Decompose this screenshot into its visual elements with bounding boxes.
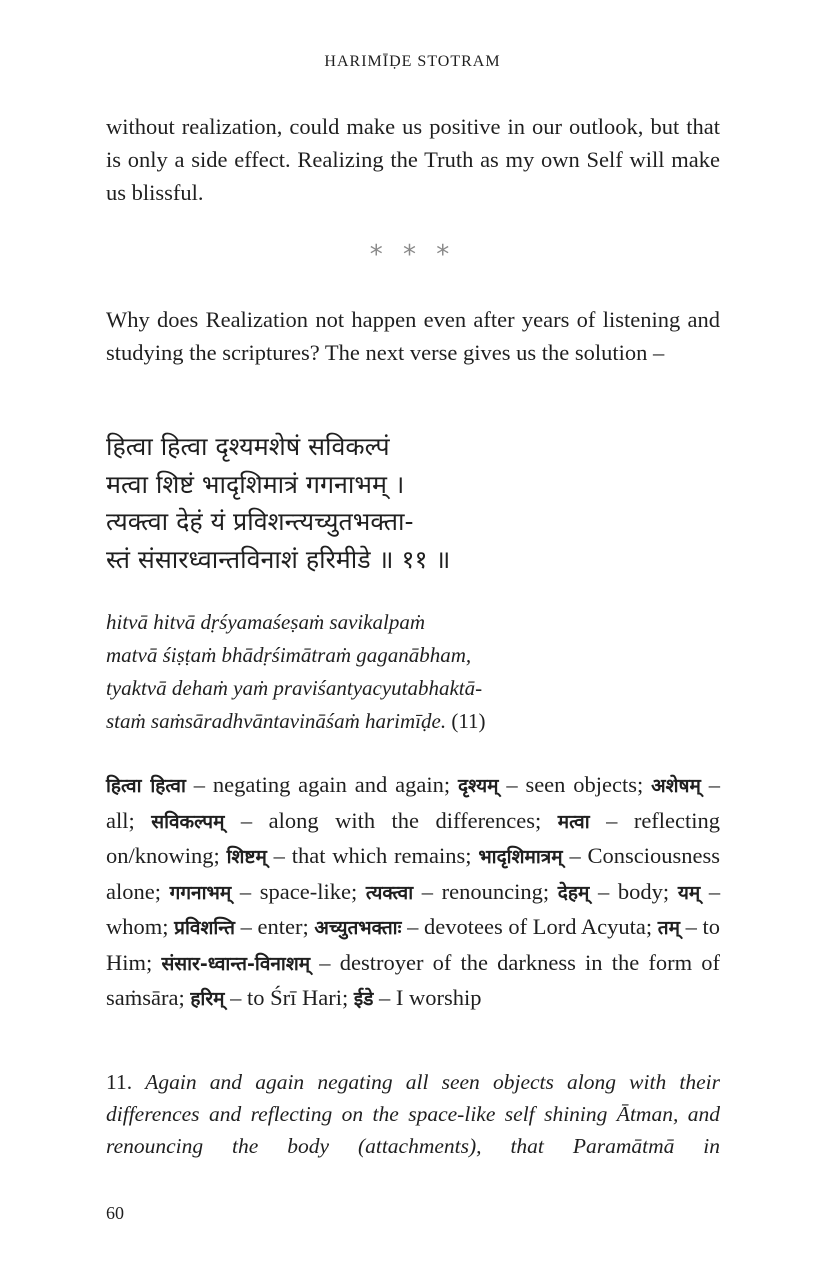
- gloss-term: देहम्: [557, 881, 590, 904]
- gloss-term: ईडे: [353, 988, 374, 1010]
- transliteration-line-text: staṁ saṁsāradhvāntavināśaṁ harimīḍe.: [106, 709, 447, 733]
- gloss-meaning: along with the differences;: [268, 807, 542, 833]
- gloss-meaning: whom;: [106, 914, 169, 939]
- transliteration-line: matvā śiṣṭaṁ bhādṛśimātraṁ gaganābham,: [106, 643, 472, 667]
- gloss-meaning: enter;: [257, 914, 309, 939]
- gloss-term: अच्युतभक्ताः: [314, 917, 402, 939]
- gloss-meaning: space-like;: [259, 878, 358, 904]
- gloss-meaning: I worship: [395, 985, 482, 1010]
- gloss-term: यम्: [677, 881, 701, 904]
- gloss-term: तम्: [657, 917, 680, 939]
- translation-text: Again and again negating all seen objects along with their differences and reflecting on the space-like self shining Ātman, and renouncing the body (attachments), that Paramātmā in: [106, 1070, 720, 1158]
- gloss-meaning: renouncing;: [441, 878, 550, 904]
- page-number: 60: [106, 1203, 124, 1223]
- gloss-meaning: Consciousness alone;: [106, 843, 721, 904]
- word-meaning-glossary: हित्वा हित्वा – negating again and again; दृश्यम् – seen objects; अशेषम् – all; सविकल्पम् – along with the differences; मत्वा – reflecting on/knowing; शिष्टम् – that which remains; भादृशिमात्रम् – Consciousness alone; गगनाभम् – space-like; त्यक्त्वा – renouncing; देहम् – body; यम् – whom; प्रविशन्ति – enter; अच्युतभक्ताः – devotees of Lord Acyuta; तम् – to Him; संसार-ध्वान्त-विनाशम् – destroyer of the darkness in the form of saṁsāra; हरिम् – to Śrī Hari; ईडे – I worship: [106, 772, 721, 1010]
- gloss-term: अशेषम्: [651, 775, 701, 797]
- gloss-term: मत्वा: [557, 810, 590, 833]
- transliteration-line: tyaktvā dehaṁ yaṁ praviśantyacyutabhaktā-: [106, 676, 483, 700]
- section-separator: * * *: [369, 240, 456, 270]
- gloss-term: प्रविशन्ति: [174, 917, 235, 939]
- gloss-term: गगनाभम्: [169, 881, 232, 904]
- gloss-meaning: devotees of Lord Acyuta;: [424, 914, 653, 939]
- transliteration-line: hitvā hitvā dṛśyamaśeṣaṁ savikalpaṁ: [106, 610, 426, 634]
- gloss-meaning: all;: [106, 807, 135, 833]
- verse-translation: [106, 1066, 720, 1162]
- gloss-meaning: to Him;: [106, 914, 721, 975]
- gloss-term: भादृशिमात्रम्: [478, 846, 563, 868]
- gloss-term: दृश्यम्: [457, 775, 499, 797]
- translation-number: 11.: [106, 1070, 133, 1094]
- body-paragraph-2: Why does Realization not happen even after years of listening and studying the scriptures? The next verse gives us the solution –: [106, 307, 720, 365]
- gloss-term: हरिम्: [190, 988, 225, 1010]
- gloss-meaning: seen objects;: [525, 772, 644, 797]
- gloss-term: शिष्टम्: [226, 846, 267, 868]
- transliteration-line: [106, 705, 726, 738]
- gloss-term: हित्वा हित्वा: [106, 775, 186, 797]
- sanskrit-verse: [106, 428, 726, 578]
- gloss-term: संसार-ध्वान्त-विनाशम्: [161, 952, 311, 975]
- gloss-meaning: negating again and again;: [212, 772, 451, 797]
- gloss-term: त्यक्त्वा: [365, 881, 414, 904]
- running-head: HARIMĪḌE STOTRAM: [324, 53, 501, 70]
- gloss-meaning: reflecting on/knowing;: [106, 807, 721, 868]
- body-paragraph-1: without realization, could make us positive in our outlook, but that is only a side effect. Realizing the Truth as my own Self will make us blissful.: [106, 114, 720, 205]
- gloss-meaning: that which remains;: [291, 843, 472, 868]
- verse-line: स्तं संसारध्वान्तविनाशं हरिमीडे ॥ ११ ॥: [106, 544, 451, 574]
- verse-line: मत्वा शिष्टं भादृशिमात्रं गगनाभम् ।: [106, 469, 405, 499]
- transliteration: [106, 606, 726, 738]
- verse-line: त्यक्त्वा देहं यं प्रविशन्त्यच्युतभक्ता-: [106, 507, 414, 536]
- gloss-meaning: to Śrī Hari;: [247, 985, 349, 1010]
- verse-line: हित्वा हित्वा दृश्यमशेषं सविकल्पं: [106, 432, 390, 461]
- gloss-term: सविकल्पम्: [151, 810, 225, 833]
- gloss-meaning: body;: [617, 878, 670, 904]
- verse-number: (11): [451, 709, 486, 733]
- gloss-meaning: destroyer of the darkness in the form of saṁsāra;: [106, 949, 720, 1010]
